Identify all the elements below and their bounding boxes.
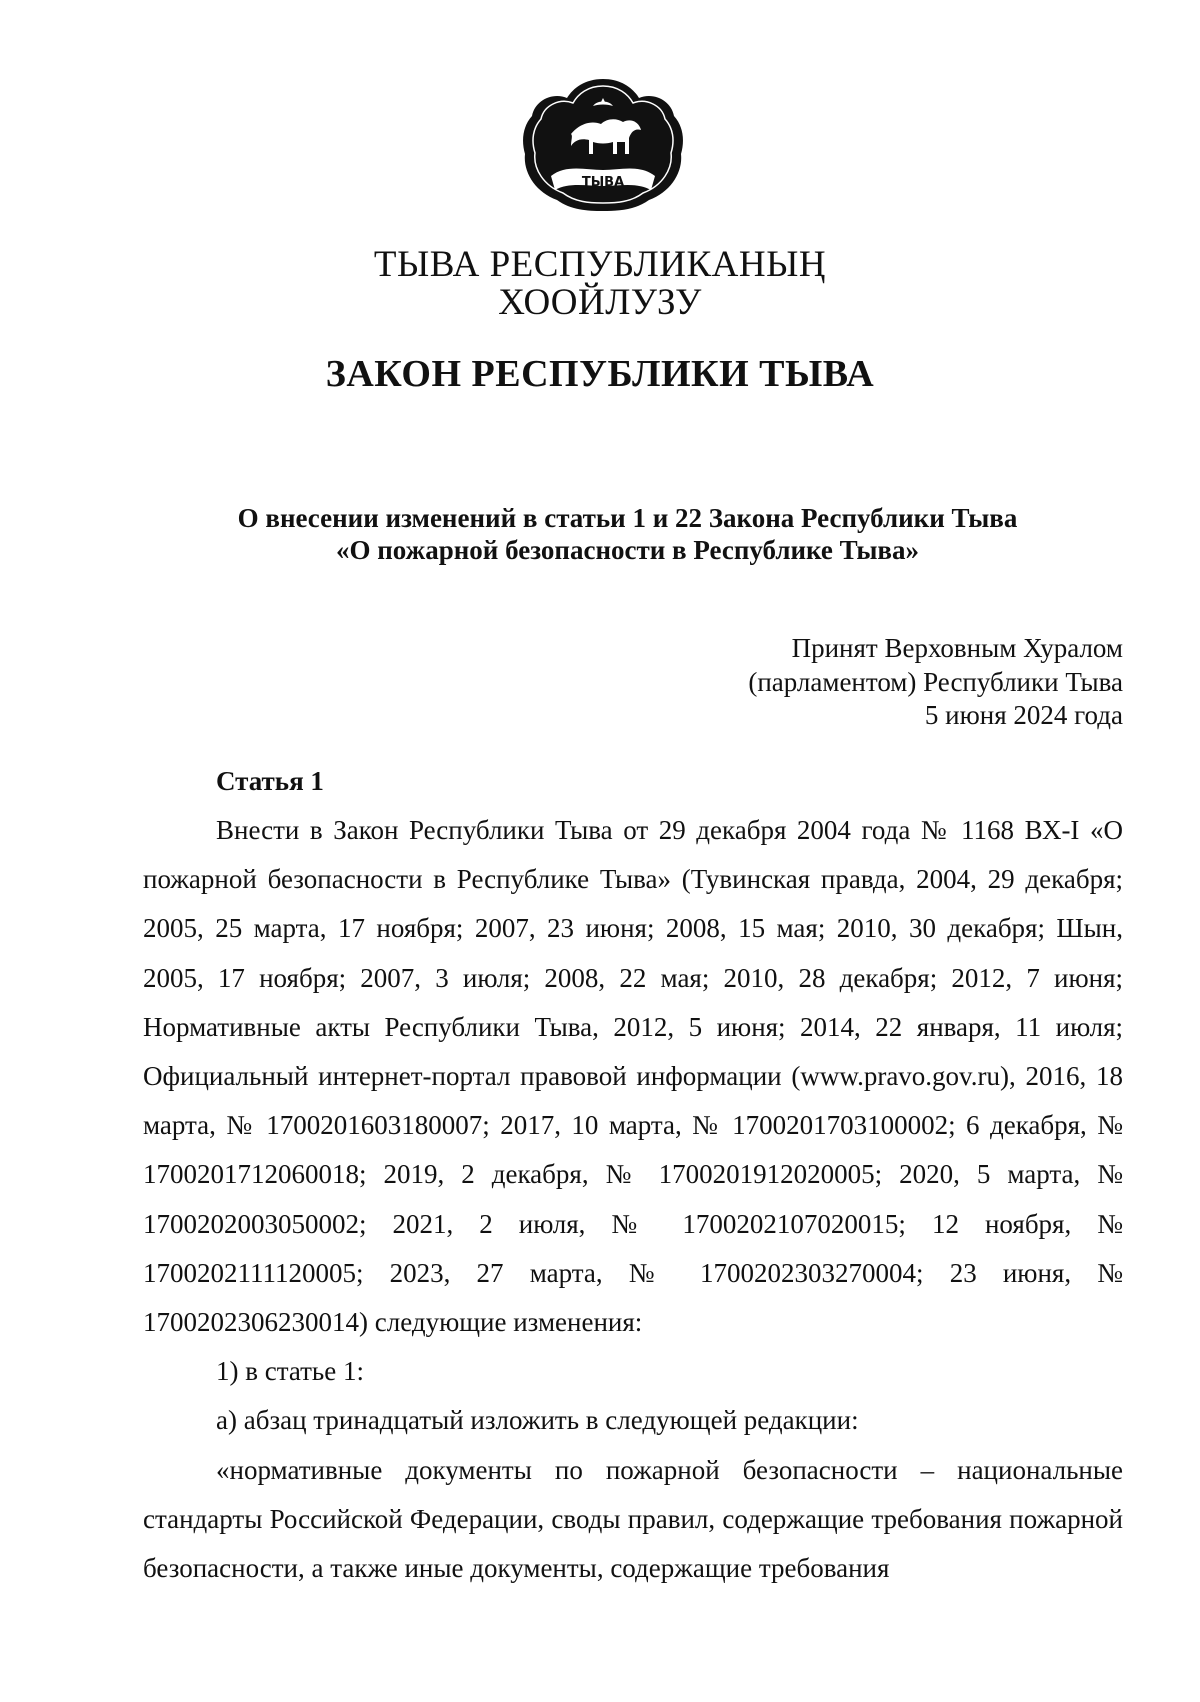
article-paragraph: а) абзац тринадцатый изложить в следующей редакции: bbox=[216, 1405, 859, 1436]
header-tuvan-line-1: ТЫВА РЕСПУБЛИКАНЫҢ bbox=[373, 244, 827, 285]
coat-of-arms-emblem bbox=[521, 76, 686, 212]
document-title-line-2: «О пожарной безопасности в Республике Тыва» bbox=[335, 535, 919, 565]
adoption-line-1: Принят Верховным Хуралом bbox=[791, 633, 1123, 663]
article-heading: Статья 1 bbox=[216, 766, 324, 796]
header-law-title: ЗАКОН РЕСПУБЛИКИ ТЫВА bbox=[325, 353, 875, 395]
document-title-line-1: О внесении изменений в статьи 1 и 22 Закона Республики Тыва bbox=[237, 503, 1018, 533]
svg-text:ТЫВА: ТЫВА bbox=[581, 175, 625, 190]
article-paragraph: Внести в Закон Республики Тыва от 29 декабря 2004 года № 1168 ВХ-I «О пожарной безопасности в Республике Тыва» (Тувинская правда, 2004, 29 декабря; 2005, 25 марта, 17 ноября; 2007, 23 июня; 2008, 15 мая; 2010, 30 декабря; Шын, 2005, 17 ноября; 2007, 3 июля; 2008, 22 мая; 2010, 28 декабря; 2012, 7 июня; Нормативные акты Республики Тыва, 2012, 5 июня; 2014, 22 января, 11 июля; Официальный интернет-портал правовой информации (www.pravo.gov.ru), 2016, 18 марта, № 1700201603180007; 2017, 10 марта, № 1700201703100002; 6 декабря, № 1700201712060018; 2019, 2 декабря, № 1700201912020005; 2020, 5 марта, № 1700202003050002; 2021, 2 июля, № 1700202107020015; 12 ноября, № 1700202111120005; 2023, 27 марта, № 1700202303270004; 23 июня, № 1700202306230014) следующие изменения: bbox=[143, 815, 1123, 1338]
article-body bbox=[143, 806, 1123, 1593]
article-paragraph: 1) в статье 1: bbox=[216, 1356, 364, 1387]
adoption-date: 5 июня 2024 года bbox=[924, 700, 1123, 730]
header-tuvan-line-2: ХООЙЛУЗУ bbox=[498, 282, 702, 323]
adoption-line-2: (парламентом) Республики Тыва bbox=[748, 667, 1123, 697]
article-paragraph: «нормативные документы по пожарной безопасности – национальные стандарты Российской Федерации, своды правил, содержащие требования пожарной безопасности, а также иные документы, содержащие требования bbox=[143, 1454, 1123, 1584]
